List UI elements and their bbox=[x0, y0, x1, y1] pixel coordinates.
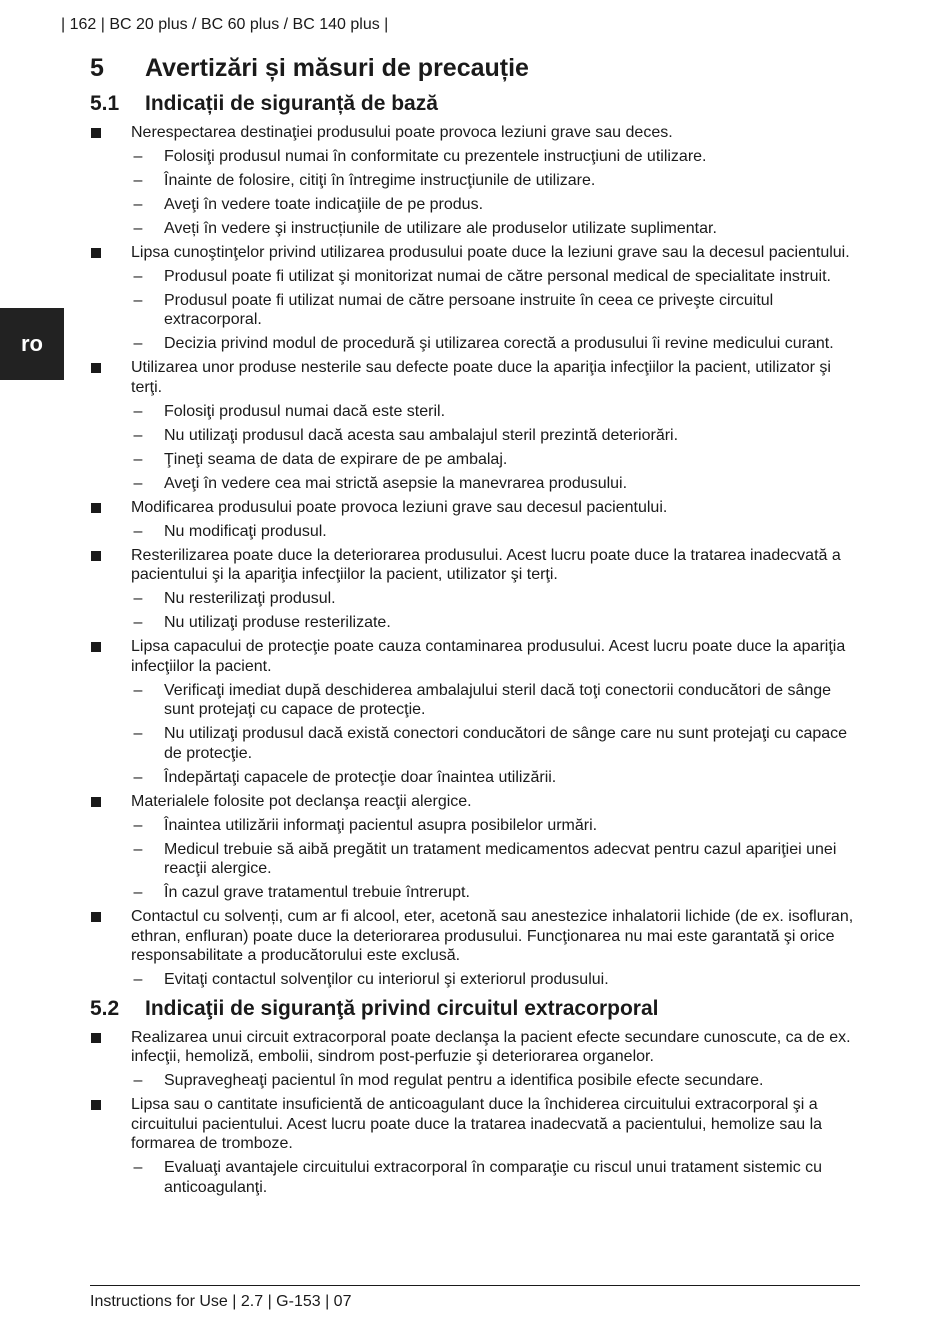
measure-text: În cazul grave tratamentul trebuie întrerupt. bbox=[164, 884, 470, 901]
dash-icon: – bbox=[133, 971, 143, 988]
measure-item bbox=[131, 840, 862, 879]
measure-list bbox=[131, 1071, 862, 1091]
measure-list bbox=[131, 681, 862, 788]
warning-list bbox=[90, 123, 862, 990]
measure-item bbox=[131, 589, 862, 609]
warning-text: Lipsa sau o cantitate insuficientă de anticoagulant duce la închiderea circuitului extracorporal şi a circuitului pacientului. Acest lucru poate duce la tratarea inadecvată a pacientului, hemolize sau la formarea de tromboze. bbox=[131, 1096, 823, 1152]
measure-text: Folosiţi produsul numai dacă este steril. bbox=[164, 402, 446, 420]
section-title: Indicații de siguranță de bază bbox=[145, 92, 438, 115]
measure-text: Aveţi în vedere cea mai strictă asepsie la manevrarea produsului. bbox=[164, 474, 628, 492]
measure-item bbox=[131, 147, 862, 167]
square-bullet-icon bbox=[91, 912, 101, 922]
measure-item bbox=[131, 195, 862, 215]
warning-text: Nerespectarea destinaţiei produsului poate provoca leziuni grave sau deces. bbox=[131, 123, 673, 141]
running-header: | 162 | BC 20 plus / BC 60 plus / BC 140 plus | bbox=[61, 16, 389, 33]
measure-list bbox=[131, 816, 862, 903]
measure-text: Nu utilizaţi produsul dacă există conectori conducători de sânge care nu sunt protejaţi cu capace de protecţie. bbox=[164, 725, 848, 762]
measure-text: Îndepărtaţi capacele de protecţie doar înaintea utilizării. bbox=[164, 768, 557, 786]
dash-icon: – bbox=[133, 450, 143, 468]
section-heading bbox=[90, 89, 862, 118]
warning-text: Lipsa capacului de protecţie poate cauza contaminarea produsului. Acest lucru poate duce la apariţia infecţiilor la pacient. bbox=[131, 638, 846, 675]
measure-item bbox=[131, 426, 862, 446]
square-bullet-icon bbox=[91, 1033, 101, 1043]
dash-icon: – bbox=[133, 768, 143, 786]
warning-item bbox=[90, 907, 862, 990]
measure-text: Evaluaţi avantajele circuitului extracorporal în comparaţie cu riscul unui tratament sistemic cu anticoagulanţi. bbox=[164, 1159, 823, 1196]
dash-icon: – bbox=[133, 681, 143, 699]
section-title: Indicaţii de siguranţă privind circuitul extracorporal bbox=[145, 997, 659, 1020]
dash-icon: – bbox=[133, 816, 143, 834]
measure-text: Aveți în vedere şi instrucțiunile de utilizare ale produselor utilizate suplimentar. bbox=[164, 219, 717, 237]
measure-text: Medicul trebuie să aibă pregătit un tratament medicamentos adecvat pentru cazul apariţiei unei reacţii alergice. bbox=[164, 840, 837, 877]
warning-text: Contactul cu solvenți, cum ar fi alcool, eter, acetonă sau anestezice inhalatorii lichide (de ex. isofluran, ethran, enfluran) poate duce la deteriorarea produsului. Funcţionarea nu mai este garantată şi orice responsabilitate a producătorului este exclusă. bbox=[131, 908, 854, 964]
square-bullet-icon bbox=[91, 128, 101, 138]
measure-item bbox=[131, 970, 862, 990]
measure-text: Produsul poate fi utilizat şi monitorizat numai de către personal medical de specialitate instruit. bbox=[164, 267, 831, 285]
measure-text: Folosiţi produsul numai în conformitate cu prezentele instrucţiuni de utilizare. bbox=[164, 147, 707, 165]
chapter-heading bbox=[90, 51, 862, 85]
dash-icon: – bbox=[133, 884, 143, 901]
warning-item bbox=[90, 243, 862, 354]
measure-item bbox=[131, 883, 862, 903]
warning-text: Realizarea unui circuit extracorporal poate declanşa la pacient efecte secundare cunoscute, ca de ex. infecţii, hemoliză, embolii, sindrom post-perfuzie şi deteriorarea organelor. bbox=[131, 1028, 851, 1065]
dash-icon: – bbox=[133, 1072, 143, 1089]
square-bullet-icon bbox=[91, 642, 101, 652]
measure-text: Înainte de folosire, citiţi în întregime instrucţiunile de utilizare. bbox=[164, 171, 596, 189]
dash-icon: – bbox=[133, 147, 143, 165]
measure-item bbox=[131, 816, 862, 836]
language-tab bbox=[0, 308, 64, 380]
measure-item bbox=[131, 219, 862, 239]
measure-item bbox=[131, 1071, 862, 1091]
warning-list bbox=[90, 1028, 862, 1198]
page-content bbox=[90, 51, 862, 1202]
warning-item bbox=[90, 123, 862, 239]
warning-text: Modificarea produsului poate provoca leziuni grave sau decesul pacientului. bbox=[131, 498, 668, 516]
measure-text: Decizia privind modul de procedură şi utilizarea corectă a produsului îi revine medicului curant. bbox=[164, 335, 834, 352]
section-heading bbox=[90, 994, 862, 1023]
dash-icon: – bbox=[133, 171, 143, 189]
chapter-number: 5 bbox=[90, 54, 104, 82]
dash-icon: – bbox=[133, 1159, 143, 1176]
measure-list bbox=[131, 267, 862, 354]
section-number: 5.2 bbox=[90, 997, 120, 1020]
measure-text: Supravegheaţi pacientul în mod regulat pentru a identifica posibile efecte secundare. bbox=[164, 1072, 764, 1089]
sections-container bbox=[90, 89, 862, 1197]
measure-text: Produsul poate fi utilizat numai de către persoane instruite în ceea ce priveşte circuitul extracorporal. bbox=[164, 291, 774, 328]
warning-item bbox=[90, 792, 862, 903]
warning-text: Resterilizarea poate duce la deteriorarea produsului. Acest lucru poate duce la tratarea inadecvată a pacientului şi la apariţia infecţiilor la pacient, utilizator şi terţi. bbox=[131, 546, 841, 583]
measure-text: Aveţi în vedere toate indicaţiile de pe produs. bbox=[164, 195, 484, 213]
measure-list bbox=[131, 589, 862, 633]
measure-item bbox=[131, 267, 862, 287]
measure-list bbox=[131, 1158, 862, 1197]
measure-item bbox=[131, 522, 862, 542]
dash-icon: – bbox=[133, 402, 143, 420]
measure-list bbox=[131, 522, 862, 542]
chapter-title: Avertizări și măsuri de precauție bbox=[145, 54, 529, 82]
measure-item bbox=[131, 291, 862, 330]
warning-item bbox=[90, 546, 862, 633]
dash-icon: – bbox=[133, 522, 143, 540]
dash-icon: – bbox=[133, 590, 143, 607]
dash-icon: – bbox=[133, 474, 143, 492]
dash-icon: – bbox=[133, 335, 143, 352]
measure-text: Nu utilizaţi produse resterilizate. bbox=[164, 614, 391, 631]
measure-text: Nu resterilizaţi produsul. bbox=[164, 590, 336, 607]
square-bullet-icon bbox=[91, 797, 101, 807]
dash-icon: – bbox=[133, 614, 143, 631]
measure-list bbox=[131, 970, 862, 990]
square-bullet-icon bbox=[91, 1100, 101, 1110]
dash-icon: – bbox=[133, 725, 143, 742]
measure-text: Evitaţi contactul solvenţilor cu interiorul şi exteriorul produsului. bbox=[164, 971, 609, 988]
language-tab-label: ro bbox=[21, 331, 43, 356]
dash-icon: – bbox=[133, 840, 143, 858]
page-footer: Instructions for Use | 2.7 | G-153 | 07 bbox=[90, 1293, 352, 1310]
warning-item bbox=[90, 1028, 862, 1091]
measure-item bbox=[131, 768, 862, 788]
square-bullet-icon bbox=[91, 503, 101, 513]
square-bullet-icon bbox=[91, 551, 101, 561]
dash-icon: – bbox=[133, 426, 143, 444]
measure-item bbox=[131, 474, 862, 494]
measure-item bbox=[131, 613, 862, 633]
dash-icon: – bbox=[133, 219, 143, 237]
measure-item bbox=[131, 450, 862, 470]
measure-item bbox=[131, 724, 862, 763]
measure-item bbox=[131, 402, 862, 422]
dash-icon: – bbox=[133, 195, 143, 213]
square-bullet-icon bbox=[91, 363, 101, 373]
warning-item bbox=[90, 358, 862, 493]
warning-item bbox=[90, 1095, 862, 1197]
measure-item bbox=[131, 334, 862, 354]
measure-text: Înaintea utilizării informaţi pacientul asupra posibilelor urmări. bbox=[164, 816, 598, 834]
measure-list bbox=[131, 402, 862, 494]
square-bullet-icon bbox=[91, 248, 101, 258]
warning-text: Lipsa cunoştinţelor privind utilizarea produsului poate duce la leziuni grave sau la decesul pacientului. bbox=[131, 243, 850, 261]
measure-text: Nu utilizaţi produsul dacă acesta sau ambalajul steril prezintă deteriorări. bbox=[164, 426, 679, 444]
measure-text: Verificaţi imediat după deschiderea ambalajului steril dacă toţi conectorii conducători de sânge sunt protejaţi cu capace de protecţie. bbox=[164, 681, 832, 718]
dash-icon: – bbox=[133, 267, 143, 285]
measure-text: Ţineţi seama de data de expirare de pe ambalaj. bbox=[164, 450, 508, 468]
measure-item bbox=[131, 681, 862, 720]
warning-item bbox=[90, 637, 862, 787]
warning-item bbox=[90, 498, 862, 542]
measure-item bbox=[131, 171, 862, 191]
warning-text: Utilizarea unor produse nesterile sau defecte poate duce la apariţia infecţiilor la pacient, utilizator şi terţi. bbox=[131, 359, 831, 396]
measure-list bbox=[131, 147, 862, 239]
measure-item bbox=[131, 1158, 862, 1197]
dash-icon: – bbox=[133, 291, 143, 309]
footer-divider bbox=[90, 1285, 860, 1286]
warning-text: Materialele folosite pot declanşa reacţii alergice. bbox=[131, 792, 472, 810]
measure-text: Nu modificaţi produsul. bbox=[164, 522, 327, 540]
section-number: 5.1 bbox=[90, 92, 120, 115]
